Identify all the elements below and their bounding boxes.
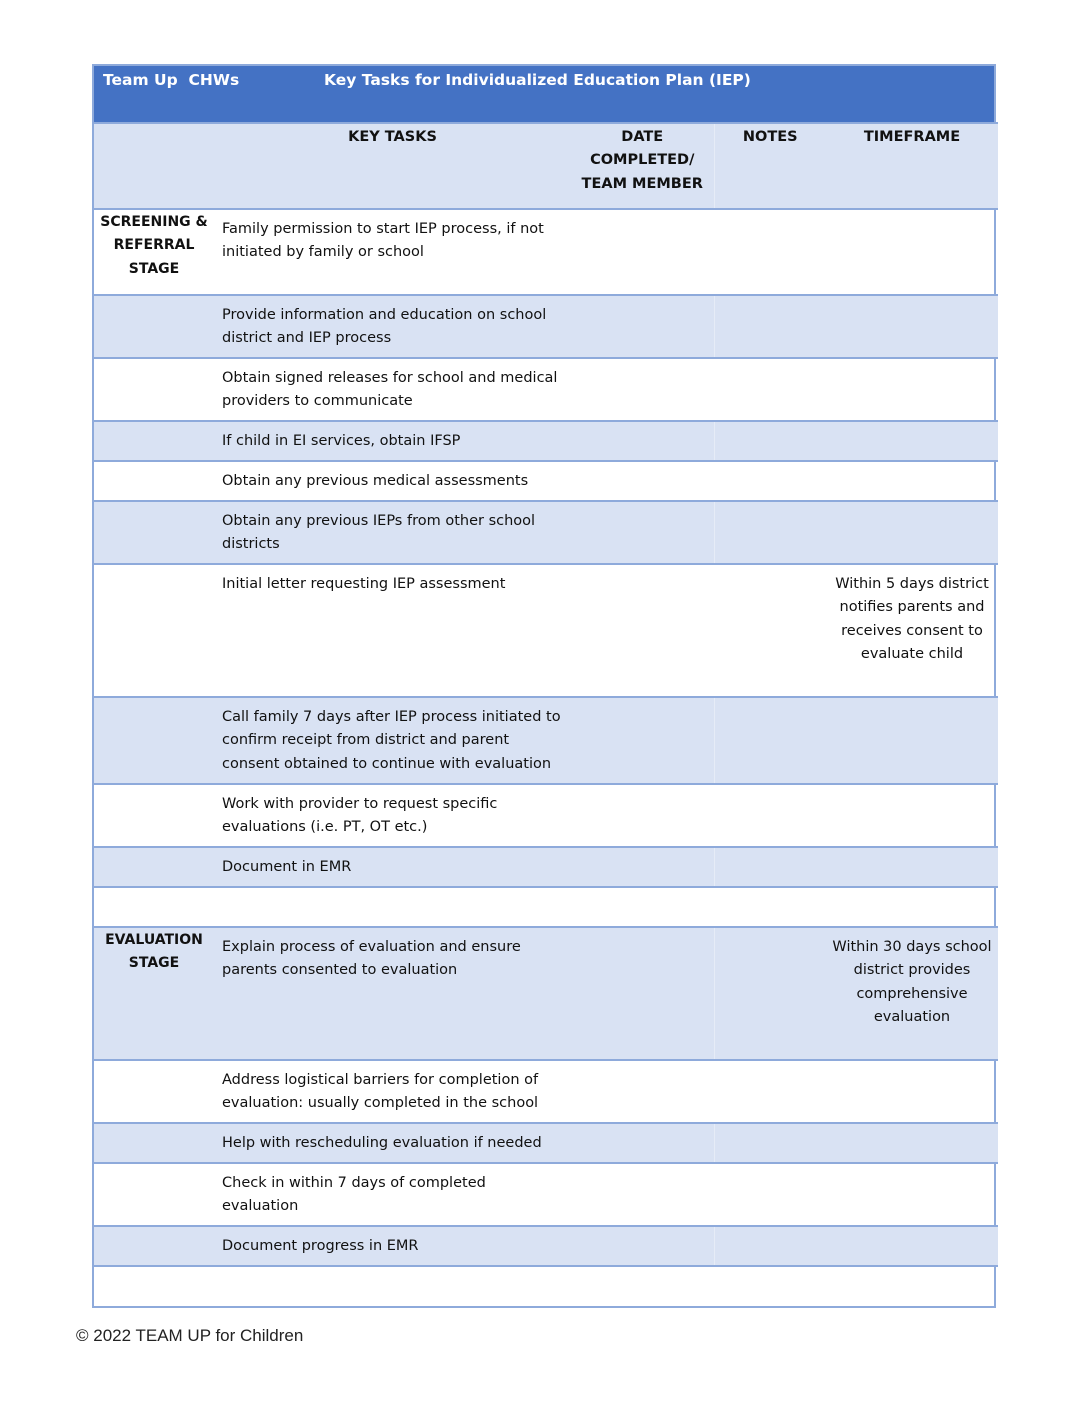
date-completed-cell: [571, 847, 714, 887]
task-row: [94, 209, 998, 295]
task-description: Obtain any previous medical assessments: [214, 461, 571, 501]
stage-label: [94, 1163, 214, 1226]
task-row: [94, 847, 998, 887]
stage-label: [94, 501, 214, 564]
date-completed-cell: [571, 1163, 714, 1226]
notes-cell: [714, 887, 826, 927]
stage-label: [94, 697, 214, 784]
date-completed-cell: [571, 1266, 714, 1306]
timeframe-cell: [826, 501, 998, 564]
task-row: [94, 295, 998, 358]
notes-header: NOTES: [714, 123, 826, 209]
stage-label: [94, 358, 214, 421]
timeframe-cell: [826, 461, 998, 501]
stage-label: [94, 1060, 214, 1123]
notes-cell: [714, 784, 826, 847]
task-description: If child in EI services, obtain IFSP: [214, 421, 571, 461]
date-completed-cell: [571, 295, 714, 358]
timeframe-cell: [826, 295, 998, 358]
notes-cell: [714, 1123, 826, 1163]
stage-label: [94, 847, 214, 887]
timeframe-cell: [826, 1060, 998, 1123]
timeframe-cell: [826, 847, 998, 887]
task-rows: [94, 209, 998, 1306]
task-row: [94, 1226, 998, 1266]
timeframe-cell: [826, 1226, 998, 1266]
timeframe-cell: [826, 1123, 998, 1163]
notes-cell: [714, 358, 826, 421]
task-description: Document in EMR: [214, 847, 571, 887]
column-header-row: [94, 123, 998, 209]
date-completed-cell: [571, 1226, 714, 1266]
task-description: Obtain signed releases for school and medical providers to communicate: [214, 358, 571, 421]
task-description: [214, 887, 571, 927]
stage-label: [94, 887, 214, 927]
date-completed-cell: [571, 1060, 714, 1123]
task-row: [94, 358, 998, 421]
date-completed-cell: [571, 564, 714, 697]
timeframe-cell: [826, 358, 998, 421]
stage-label: [94, 461, 214, 501]
timeframe-cell: [826, 887, 998, 927]
date-completed-header: DATE COMPLETED/ TEAM MEMBER: [571, 123, 714, 209]
task-row: [94, 927, 998, 1060]
task-description: Initial letter requesting IEP assessment: [214, 564, 571, 697]
date-completed-cell: [571, 784, 714, 847]
task-description: Family permission to start IEP process, if not initiated by family or school: [214, 209, 571, 295]
date-completed-cell: [571, 209, 714, 295]
task-description: Call family 7 days after IEP process initiated to confirm receipt from district and parent consent obtained to continue with evaluation: [214, 697, 571, 784]
timeframe-cell: [826, 421, 998, 461]
task-row: [94, 1060, 998, 1123]
stage-column-header: [94, 123, 214, 209]
task-grid: [94, 122, 998, 1306]
notes-cell: [714, 1060, 826, 1123]
task-row: [94, 501, 998, 564]
notes-cell: [714, 697, 826, 784]
stage-label: [94, 295, 214, 358]
date-completed-cell: [571, 927, 714, 1060]
task-row: [94, 461, 998, 501]
notes-cell: [714, 1226, 826, 1266]
notes-cell: [714, 461, 826, 501]
date-completed-cell: [571, 358, 714, 421]
task-description: [214, 1266, 571, 1306]
table-title-bar: [94, 66, 994, 122]
notes-cell: [714, 847, 826, 887]
timeframe-header: TIMEFRAME: [826, 123, 998, 209]
stage-label: EVALUATION STAGE: [94, 927, 214, 1060]
task-row: [94, 784, 998, 847]
timeframe-cell: [826, 784, 998, 847]
date-completed-cell: [571, 461, 714, 501]
timeframe-cell: [826, 1266, 998, 1306]
task-row: [94, 1123, 998, 1163]
timeframe-cell: Within 5 days district notifies parents and receives consent to evaluate child: [826, 564, 998, 697]
task-description: Explain process of evaluation and ensure parents consented to evaluation: [214, 927, 571, 1060]
task-description: Work with provider to request specific evaluations (i.e. PT, OT etc.): [214, 784, 571, 847]
notes-cell: [714, 209, 826, 295]
stage-label: [94, 421, 214, 461]
notes-cell: [714, 295, 826, 358]
document-title: Key Tasks for Individualized Education Plan (IEP): [324, 71, 751, 89]
timeframe-cell: [826, 1163, 998, 1226]
notes-cell: [714, 1266, 826, 1306]
task-row: [94, 1266, 998, 1306]
stage-label: [94, 1226, 214, 1266]
task-row: [94, 421, 998, 461]
task-description: Check in within 7 days of completed evaluation: [214, 1163, 571, 1226]
date-completed-cell: [571, 697, 714, 784]
notes-cell: [714, 501, 826, 564]
task-row: [94, 887, 998, 927]
date-completed-cell: [571, 1123, 714, 1163]
notes-cell: [714, 1163, 826, 1226]
timeframe-cell: Within 30 days school district provides comprehensive evaluation: [826, 927, 998, 1060]
task-description: Provide information and education on school district and IEP process: [214, 295, 571, 358]
task-description: Document progress in EMR: [214, 1226, 571, 1266]
stage-label: [94, 564, 214, 697]
task-row: [94, 564, 998, 697]
timeframe-cell: [826, 697, 998, 784]
stage-label: [94, 1266, 214, 1306]
copyright-footer: © 2022 TEAM UP for Children: [76, 1326, 304, 1345]
task-description: Help with rescheduling evaluation if needed: [214, 1123, 571, 1163]
notes-cell: [714, 564, 826, 697]
stage-label: [94, 784, 214, 847]
team-title: Team Up CHWs: [103, 71, 240, 89]
task-description: Address logistical barriers for completion of evaluation: usually completed in the school: [214, 1060, 571, 1123]
timeframe-cell: [826, 209, 998, 295]
task-description: Obtain any previous IEPs from other school districts: [214, 501, 571, 564]
date-completed-cell: [571, 501, 714, 564]
stage-label: SCREENING & REFERRAL STAGE: [94, 209, 214, 295]
task-row: [94, 1163, 998, 1226]
date-completed-cell: [571, 421, 714, 461]
iep-task-table: [92, 64, 996, 1308]
notes-cell: [714, 927, 826, 1060]
notes-cell: [714, 421, 826, 461]
key-tasks-header: KEY TASKS: [214, 123, 571, 209]
stage-label: [94, 1123, 214, 1163]
date-completed-cell: [571, 887, 714, 927]
task-row: [94, 697, 998, 784]
